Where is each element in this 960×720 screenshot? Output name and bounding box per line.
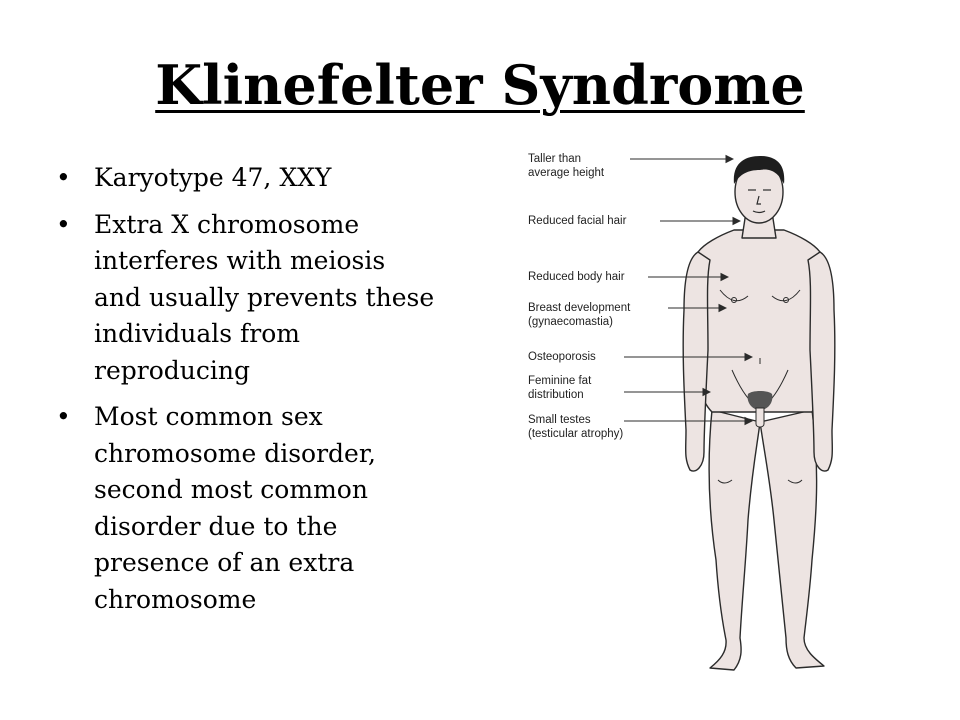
- label-osteo: Osteoporosis: [528, 351, 596, 363]
- label-testes-1: Small testes: [528, 414, 591, 426]
- bullet-item: [56, 160, 436, 197]
- label-tall-1: Taller than: [528, 153, 582, 165]
- male-body-illustration: [520, 140, 940, 710]
- bullet-text: Extra X chromosome interferes with meiosis and usually prevents these individuals from reproducing: [94, 209, 435, 385]
- bullet-text: Karyotype 47, XXY: [94, 163, 332, 192]
- genitals: [756, 408, 764, 427]
- label-testes-2: (testicular atrophy): [528, 428, 624, 440]
- label-fat-1: Feminine fat: [528, 375, 592, 387]
- bullet-icon: •: [56, 163, 71, 192]
- labels: [528, 153, 631, 440]
- label-facial: Reduced facial hair: [528, 215, 627, 227]
- bullet-icon: •: [56, 209, 71, 239]
- label-breast-1: Breast development: [528, 302, 631, 314]
- anatomy-figure: [520, 140, 940, 710]
- bullet-icon: •: [56, 402, 71, 431]
- bullet-list: [56, 160, 436, 628]
- label-fat-2: distribution: [528, 389, 584, 401]
- bullet-text: Most common sex chromosome disorder, second most common disorder due to the presence of an extra chromosome: [94, 402, 376, 614]
- label-body: Reduced body hair: [528, 271, 625, 283]
- label-tall-2: average height: [528, 167, 605, 179]
- slide-title: Klinefelter Syndrome: [155, 53, 805, 117]
- left-leg: [709, 410, 760, 670]
- left-arm: [683, 252, 710, 471]
- label-breast-2: (gynaecomastia): [528, 316, 614, 328]
- bullet-item: [56, 399, 436, 618]
- torso: [691, 230, 827, 412]
- bullet-item: [56, 207, 436, 390]
